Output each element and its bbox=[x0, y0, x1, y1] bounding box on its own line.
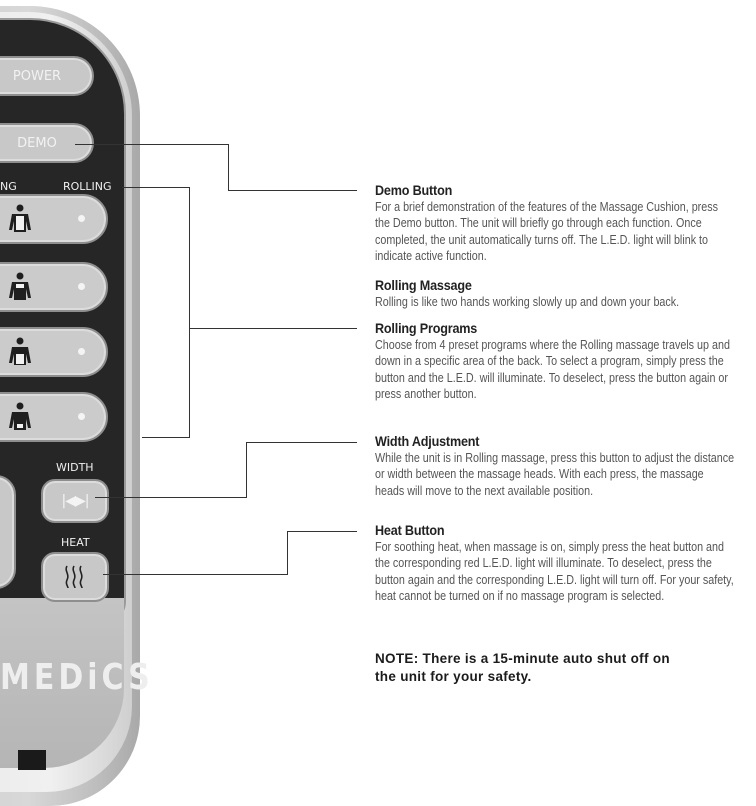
note-line-2: the unit for your safety. bbox=[375, 669, 532, 684]
section-body: For a brief demonstration of the features of the Massage Cushion, press the Demo button. The unit will briefly go through each function. Once completed, the unit automatically turns off. The L.E.D. light will blink to indicate active function. bbox=[375, 200, 718, 263]
section-demo-button bbox=[375, 182, 735, 264]
heat-leader bbox=[287, 531, 288, 575]
section-title: Demo Button bbox=[375, 182, 453, 198]
rolling-left-label: NG bbox=[0, 180, 17, 193]
power-button[interactable] bbox=[0, 56, 94, 96]
led-indicator bbox=[78, 348, 85, 355]
demo-leader bbox=[228, 144, 229, 191]
person-upper-back-icon bbox=[8, 204, 32, 234]
section-title: Heat Button bbox=[375, 522, 445, 538]
rolling-label: ROLLING bbox=[63, 180, 112, 193]
width-label: WIDTH bbox=[56, 461, 94, 474]
brand-logo: MEDiCS bbox=[0, 656, 154, 699]
demo-leader bbox=[228, 190, 357, 191]
section-title: Rolling Massage bbox=[375, 277, 472, 293]
safety-note bbox=[375, 650, 670, 686]
note-line-1: NOTE: There is a 15-minute auto shut off on bbox=[375, 651, 670, 666]
demo-button[interactable] bbox=[0, 123, 94, 163]
width-arrows-icon: |◀▶| bbox=[61, 493, 89, 509]
section-rolling-programs bbox=[375, 320, 735, 402]
heat-leader bbox=[287, 531, 357, 532]
heat-waves-icon bbox=[63, 564, 87, 590]
section-body: Choose from 4 preset programs where the Rolling massage travels up and down in a specific area of the back. To select a program, simply press the button and the L.E.D. will illuminate. To deselect, press the button again or press another button. bbox=[375, 338, 730, 401]
rolling-leader bbox=[189, 328, 357, 329]
heat-leader bbox=[103, 574, 288, 575]
section-width-adjustment bbox=[375, 433, 735, 499]
section-body: For soothing heat, when massage is on, simply press the heat button and the corresponding red L.E.D. light will illuminate. To deselect, press the button again and the corresponding L.E.D. light will turn off. For your safety, heat cannot be turned on if no massage program is selected. bbox=[375, 540, 734, 603]
section-title: Width Adjustment bbox=[375, 433, 480, 449]
heat-label: HEAT bbox=[61, 536, 90, 549]
partial-button[interactable] bbox=[0, 475, 16, 589]
power-label: POWER bbox=[12, 68, 62, 84]
rolling-program-2-button[interactable] bbox=[0, 262, 108, 312]
rolling-leader bbox=[122, 187, 190, 188]
width-button[interactable] bbox=[41, 479, 109, 523]
person-mid-back-icon bbox=[8, 337, 32, 367]
led-indicator bbox=[78, 283, 85, 290]
rolling-leader bbox=[142, 437, 190, 438]
person-full-back-icon bbox=[8, 272, 32, 302]
section-heat-button bbox=[375, 522, 735, 604]
rolling-leader bbox=[189, 187, 190, 438]
width-leader bbox=[246, 442, 247, 498]
width-leader bbox=[95, 497, 247, 498]
person-lower-back-icon bbox=[8, 402, 32, 432]
remote-cord bbox=[18, 750, 46, 770]
section-body: While the unit is in Rolling massage, press this button to adjust the distance or width between the massage heads. With each press, the massage heads will move to the next available position. bbox=[375, 451, 735, 498]
demo-label: DEMO bbox=[17, 135, 57, 151]
remote-face bbox=[0, 18, 126, 622]
rolling-program-1-button[interactable] bbox=[0, 194, 108, 244]
section-title: Rolling Programs bbox=[375, 320, 478, 336]
led-indicator bbox=[78, 215, 85, 222]
led-indicator bbox=[78, 413, 85, 420]
section-rolling-massage bbox=[375, 277, 735, 310]
width-leader bbox=[246, 442, 357, 443]
heat-button[interactable] bbox=[41, 552, 109, 602]
rolling-program-4-button[interactable] bbox=[0, 392, 108, 442]
section-body: Rolling is like two hands working slowly up and down your back. bbox=[375, 295, 680, 309]
rolling-program-3-button[interactable] bbox=[0, 327, 108, 377]
demo-leader bbox=[75, 144, 229, 145]
